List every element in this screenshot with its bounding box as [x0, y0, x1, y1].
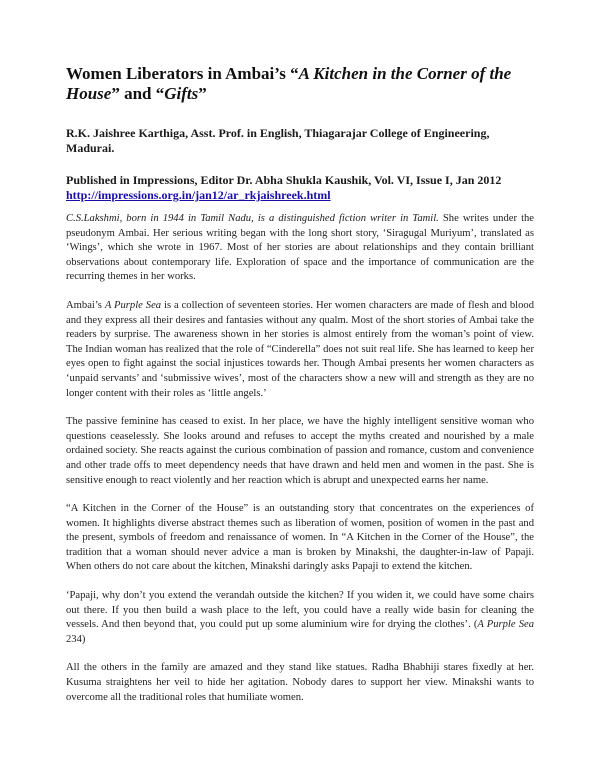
title-text: ” and “: [111, 84, 165, 103]
paragraph-2: [66, 299, 534, 401]
paragraph-5-quote: [66, 589, 534, 647]
paragraph-text: ‘Papaji, why don’t you extend the verandah outside the kitchen? If you widen it, we could have some chairs out there. If you then build a wash place to the left, you could have a really wide basin for cleaning the vessels. And then beyond that, you could put up some aluminium wire for drying the clothes’. (: [66, 590, 534, 631]
publication-line: Published in Impressions, Editor Dr. Abha Shukla Kaushik, Vol. VI, Issue I, Jan 2012: [66, 173, 502, 187]
publication-info: [66, 173, 534, 203]
author-line: R.K. Jaishree Karthiga, Asst. Prof. in English, Thiagarajar College of Engineering, Madurai.: [66, 126, 490, 155]
title-text: Women Liberators in Ambai’s “: [66, 64, 299, 83]
article-title: [66, 64, 534, 104]
title-italic-story-1: A Kitchen in the Corner of the House: [66, 64, 512, 103]
paragraph-1: [66, 212, 534, 285]
document-page: [66, 64, 534, 705]
paragraph-text: 234): [66, 633, 86, 645]
paragraph-3: The passive feminine has ceased to exist. In her place, we have the highly intelligent sensitive woman who questions ceaselessly. She looks around and refuses to accept the myths created and nourished by a male ordained society. She reacts against the curious combination of passion and romance, custom and convenience and other trade offs to meet dependency needs that have drawn and held men and women in the past. She is sensitive enough to react violently and her reaction which is abrupt and unexpected earns her name.: [66, 416, 534, 486]
paragraph-italic: C.S.Lakshmi, born in 1944 in Tamil Nadu, is a distinguished fiction writer in Tamil.: [66, 213, 439, 224]
title-italic-story-2: Gifts: [164, 84, 199, 103]
paragraph-text: Ambai’s: [66, 299, 105, 311]
paragraph-4: “A Kitchen in the Corner of the House” is an outstanding story that concentrates on the experiences of women. It highlights diverse abstract themes such as liberation of women, position of women in the past and the present, symbols of freedom and renaissance of women. In “A Kitchen in the Corner of the House”, the tradition that a woman should never advice a man is broken by Minakshi, the daughter-in-law of Papaji. When others do not care about the kitchen, Minakshi daringly asks Papaji to extend the kitchen.: [66, 503, 534, 573]
publication-link[interactable]: http://impressions.org.in/jan12/ar_rkjaishreek.html: [66, 188, 331, 202]
paragraph-text: is a collection of seventeen stories. Her women characters are made of flesh and blood and they express all their desires and fantasies without any qualm. Most of the short stories of Ambai take the readers by surprise. The awareness shown in her stories is almost entirely from the woman’s point of view. The Indian woman has realized that the role of “Cinderella” does not suit real life. She has learned to keep her eyes open to fight against the social injustices towards her. Though Ambai presents her women characters as ‘unpaid servants’ and ‘submissive wives’, most of the characters show a new will and strength as they are no longer content with their roles as ‘little angels.’: [66, 299, 535, 399]
paragraph-text: She writes under the pseudonym Ambai. Her serious writing began with the long short story, ‘Siragugal Muriyum’, translated as ‘Wings’, which she wrote in 1967. Most of her stories are about relationships and they contain brilliant observations about contemporary life. Exploration of space and the importance of communication are the recurring themes in her works.: [66, 213, 535, 283]
title-text: ”: [198, 84, 207, 103]
book-title-italic: A Purple Sea: [104, 299, 162, 311]
paragraph-6: All the others in the family are amazed and they stand like statues. Radha Bhabhiji stares fixedly at her. Kusuma straightens her veil to hide her agitation. Nobody dares to support her view. Minakshi wants to overcome all the traditional roles that humiliate women.: [66, 662, 534, 703]
book-title-italic: A Purple Sea: [477, 619, 534, 631]
